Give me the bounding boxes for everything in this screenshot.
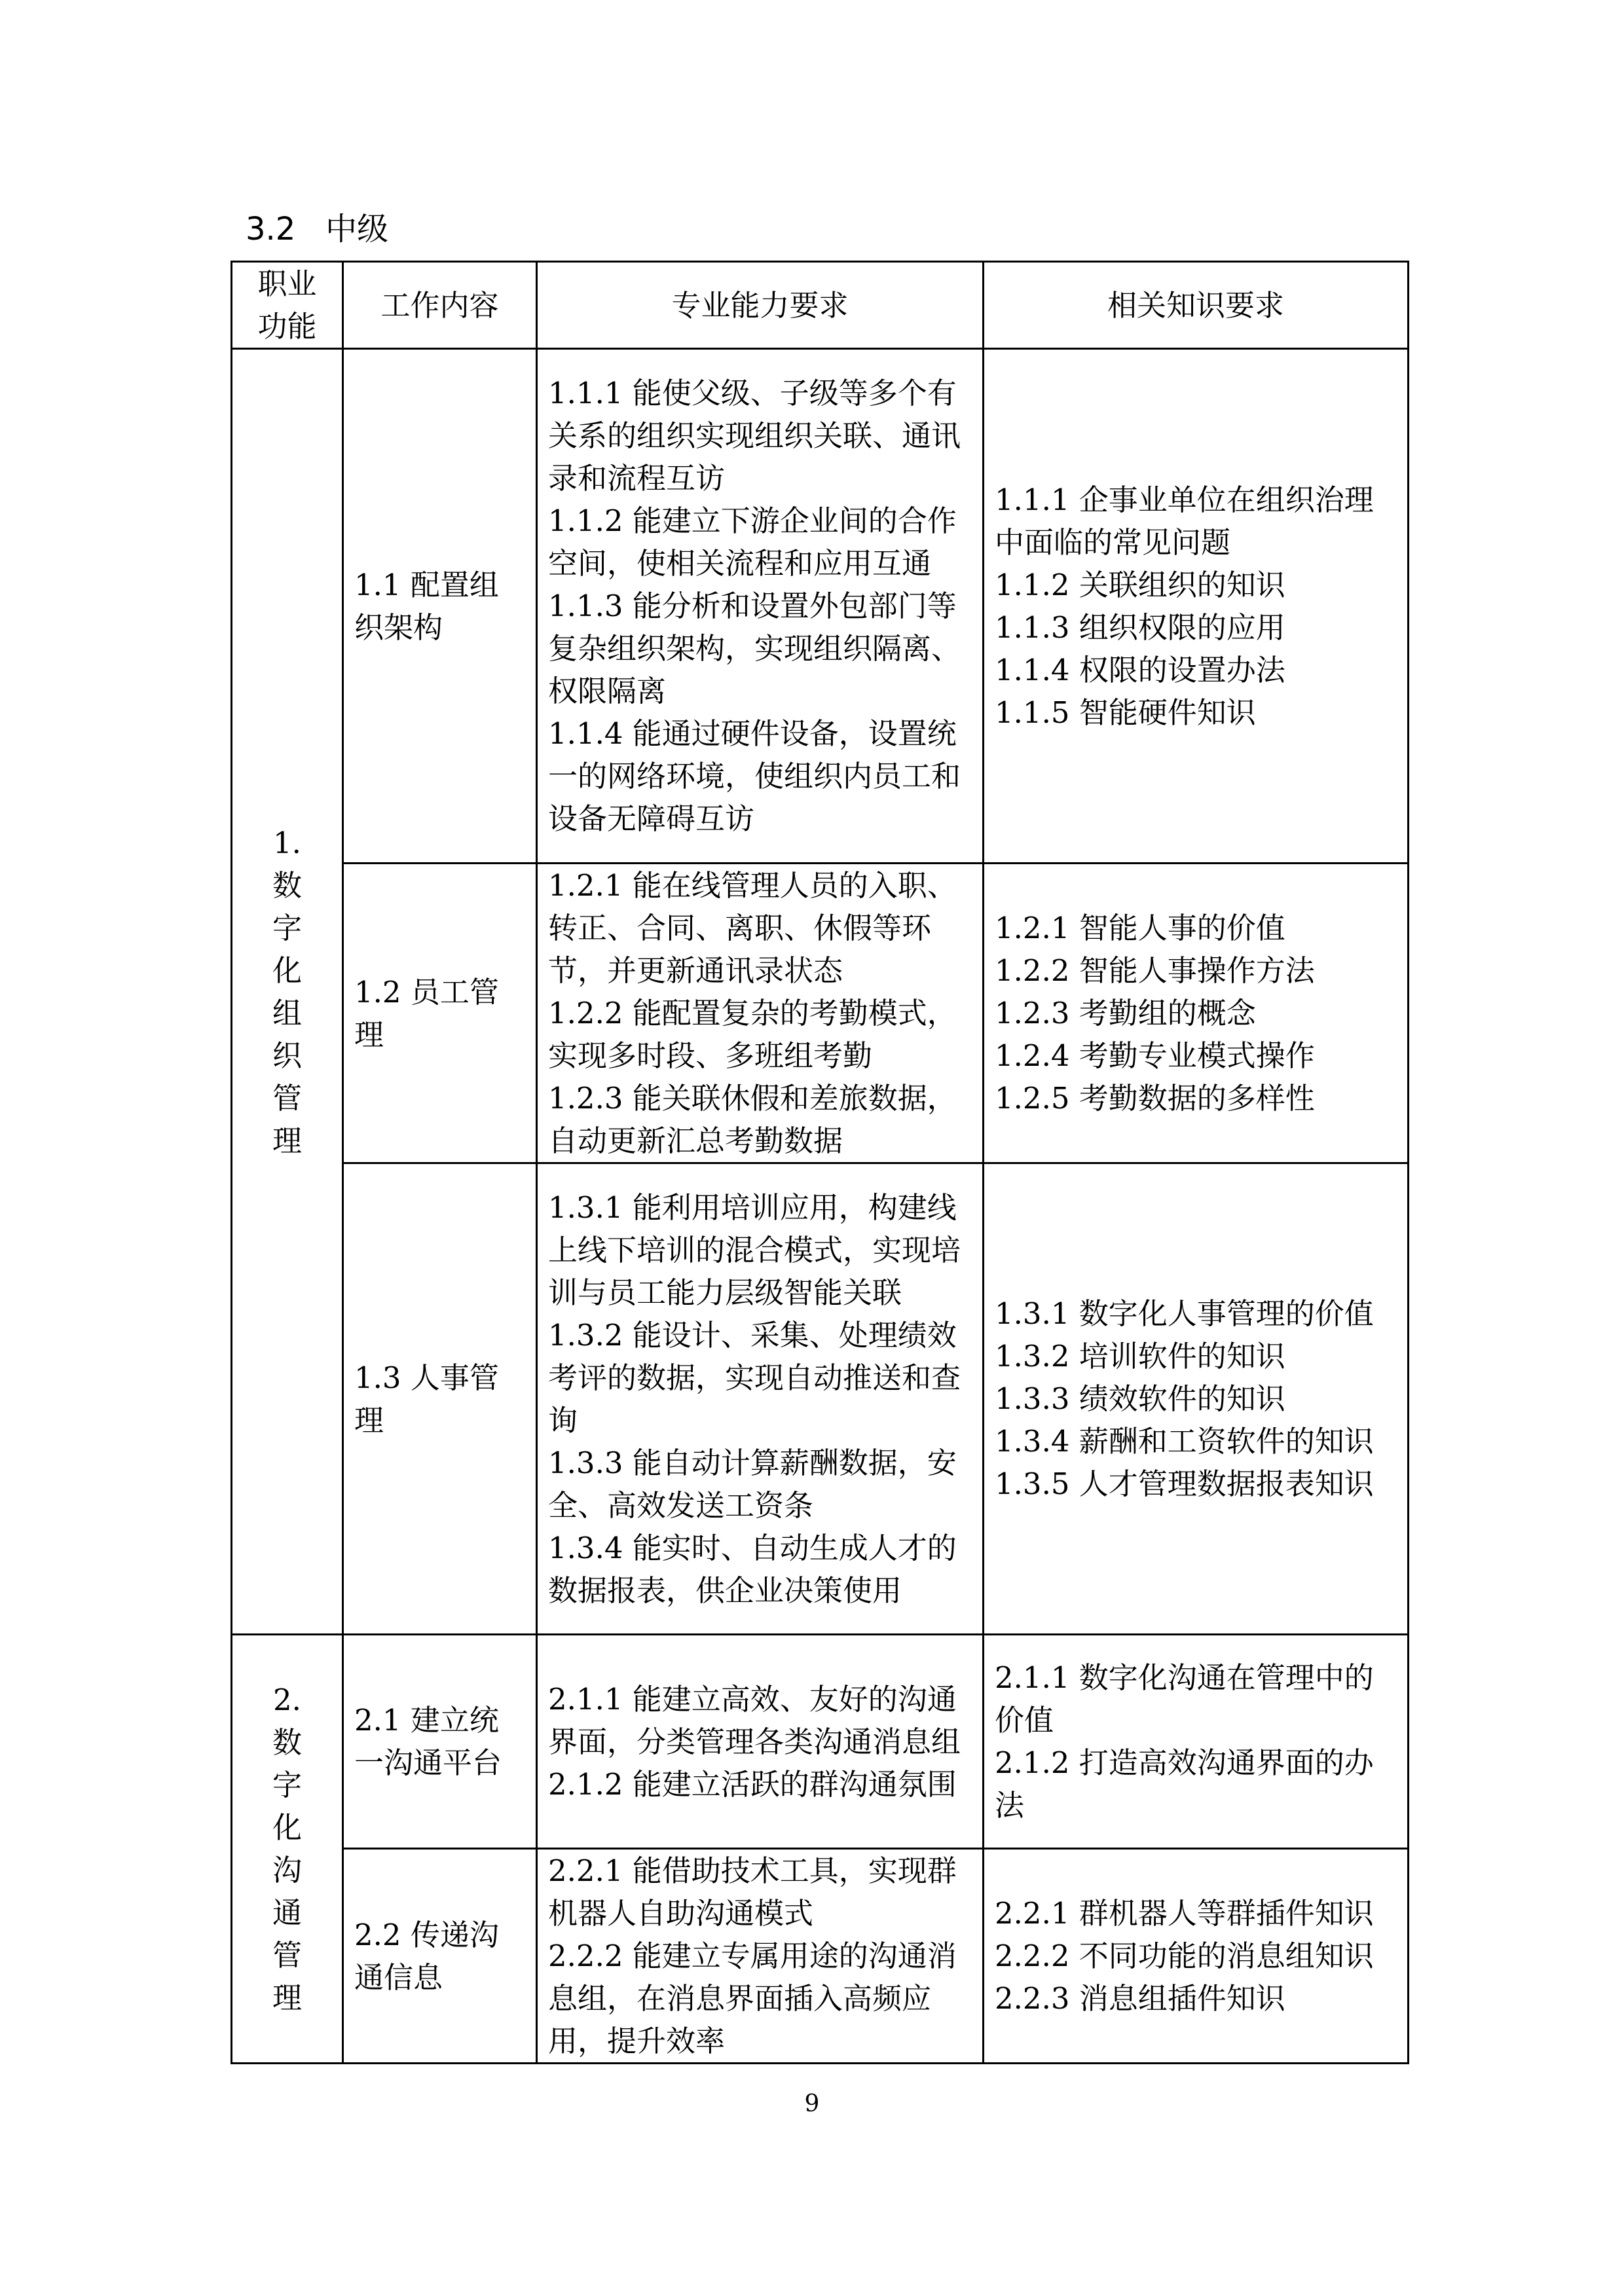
- work-content-cell: 2.1 建立统一沟通平台: [343, 1635, 537, 1849]
- header-skills: 专业能力要求: [537, 262, 984, 349]
- section-number: 3.2: [246, 211, 296, 247]
- header-content: 工作内容: [343, 262, 537, 349]
- knowledge-cell: 2.2.1 群机器人等群插件知识 2.2.2 不同功能的消息组知识 2.2.3 消息组插件知识: [984, 1849, 1409, 2064]
- table-row: [232, 1849, 1409, 2064]
- skills-cell: 1.2.1 能在线管理人员的入职、转正、合同、离职、休假等环节，并更新通讯录状态 1.2.2 能配置复杂的考勤模式，实现多时段、多班组考勤 1.2.3 能关联休假和差旅数据，自动更新汇总考勤数据: [537, 864, 984, 1163]
- skills-cell: 1.3.1 能利用培训应用，构建线上线下培训的混合模式，实现培训与员工能力层级智能关联 1.3.2 能设计、采集、处理绩效考评的数据，实现自动推送和查询 1.3.3 能自动计算薪酬数据，安全、高效发送工资条 1.3.4 能实时、自动生成人才的数据报表，供企业决策使用: [537, 1163, 984, 1635]
- skills-cell: 2.1.1 能建立高效、友好的沟通界面，分类管理各类沟通消息组 2.1.2 能建立活跃的群沟通氛围: [537, 1635, 984, 1849]
- work-content-cell: 1.2 员工管理: [343, 864, 537, 1163]
- knowledge-cell: 1.3.1 数字化人事管理的价值 1.3.2 培训软件的知识 1.3.3 绩效软件的知识 1.3.4 薪酬和工资软件的知识 1.3.5 人才管理数据报表知识: [984, 1163, 1409, 1635]
- function-cell: 2. 数 字 化 沟 通 管 理: [232, 1635, 343, 2064]
- knowledge-cell: 1.2.1 智能人事的价值 1.2.2 智能人事操作方法 1.2.3 考勤组的概念 1.2.4 考勤专业模式操作 1.2.5 考勤数据的多样性: [984, 864, 1409, 1163]
- table-header-row: [232, 262, 1409, 349]
- knowledge-cell: 2.1.1 数字化沟通在管理中的价值 2.1.2 打造高效沟通界面的办法: [984, 1635, 1409, 1849]
- knowledge-cell: 1.1.1 企事业单位在组织治理中面临的常见问题 1.1.2 关联组织的知识 1.1.3 组织权限的应用 1.1.4 权限的设置办法 1.1.5 智能硬件知识: [984, 349, 1409, 864]
- work-content-cell: 2.2 传递沟通信息: [343, 1849, 537, 2064]
- page-number: 9: [804, 2090, 820, 2117]
- table-row: [232, 864, 1409, 1163]
- table-row: [232, 1635, 1409, 1849]
- work-content-cell: 1.3 人事管理: [343, 1163, 537, 1635]
- skill-standard-table: [231, 261, 1409, 2064]
- section-title: 中级: [325, 211, 389, 247]
- skills-cell: 2.2.1 能借助技术工具，实现群机器人自助沟通模式 2.2.2 能建立专属用途的沟通消息组，在消息界面插入高频应用，提升效率: [537, 1849, 984, 2064]
- header-function: 职业功能: [232, 262, 343, 349]
- table-row: [232, 1163, 1409, 1635]
- function-cell: 1. 数 字 化 组 织 管 理: [232, 349, 343, 1635]
- section-heading: [246, 208, 388, 250]
- work-content-cell: 1.1 配置组织架构: [343, 349, 537, 864]
- header-knowledge: 相关知识要求: [984, 262, 1409, 349]
- skills-cell: 1.1.1 能使父级、子级等多个有关系的组织实现组织关联、通讯录和流程互访 1.1.2 能建立下游企业间的合作空间，使相关流程和应用互通 1.1.3 能分析和设置外包部门等复杂组织架构，实现组织隔离、权限隔离 1.1.4 能通过硬件设备，设置统一的网络环境，使组织内员工和设备无障碍互访: [537, 349, 984, 864]
- table-row: [232, 349, 1409, 864]
